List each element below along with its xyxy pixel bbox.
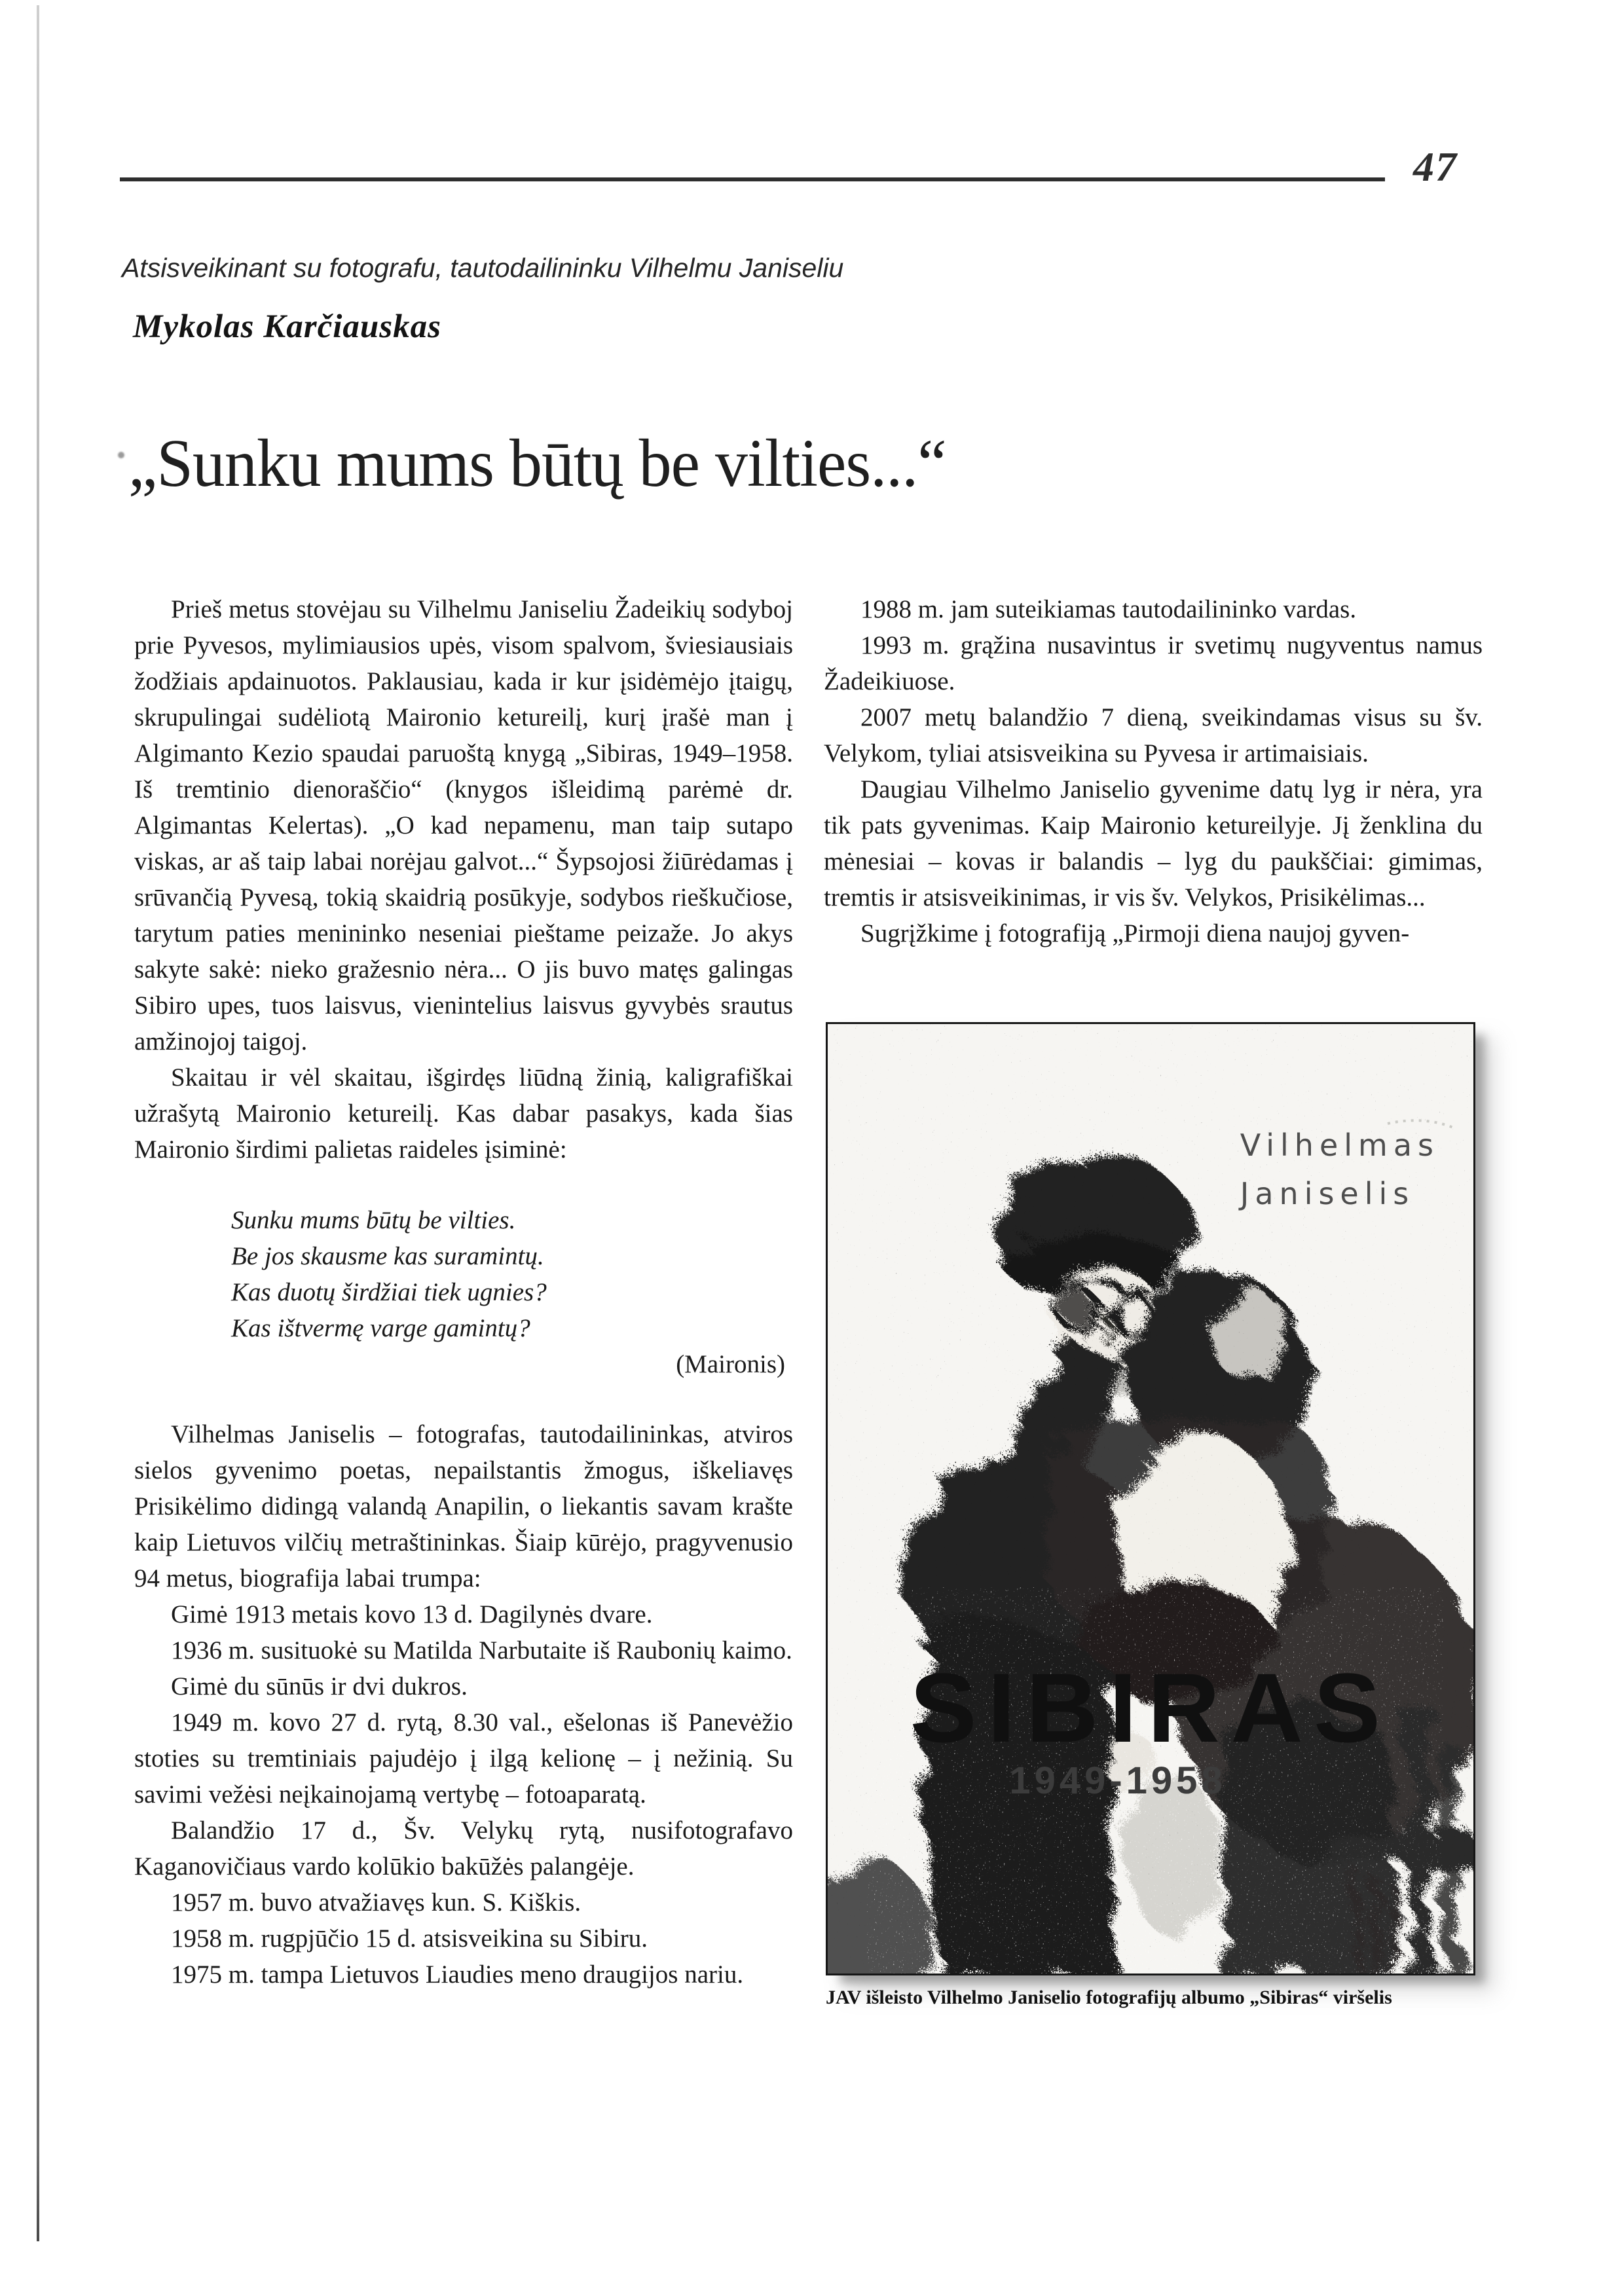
article-title: „Sunku mums būtų be vilties...“ [128,426,946,501]
book-cover-photo [826,1022,1475,1975]
poem-line: Kas ištvermę varge gamintų? [231,1314,530,1342]
photo-caption: JAV išleisto Vilhelmo Janiselio fotografijų albumo „Sibiras“ viršelis [826,1987,1392,2008]
header-rule [120,177,1385,181]
text-column-left [134,591,793,1992]
cover-author-name [1240,1121,1439,1218]
poem-attribution: (Maironis) [676,1350,785,1378]
body-paragraph: Sugrįžkime į fotografiją „Pirmoji diena naujoj gyven- [860,919,1410,947]
cover-years: 1949-1958 [1009,1759,1227,1802]
cover-author-line: Vilhelmas [1240,1128,1439,1163]
text-column-right [824,591,1483,1010]
poem-line: Sunku mums būtų be vilties. [231,1206,516,1234]
biography-entry: 1988 m. jam suteikiamas tautodailininko vardas. [860,595,1357,623]
cover-author-line: Janiselis [1240,1176,1415,1211]
body-paragraph: Daugiau Vilhelmo Janiselio gyvenime datų lyg ir nėra, yra tik pats gyvenimas. Kaip Maironio ketureilyje. Jį ženklina du mėnesiai – kovas ir balandis – lyg du paukščiai: gimimas, tremtis ir atsisveikinimas, ir vis šv. Velykos, Prisikėlimas... [824,775,1483,911]
body-paragraph: Prieš metus stovėjau su Vilhelmu Janiseliu Žadeikių sodyboj prie Pyvesos, mylimiausios upės, visom spalvom, šviesiausiais žodžiais apdainuotos. Paklausiau, kada ir kur įsidėmėjo įtaigų, skrupulingai sudėliotą Maironio ketureilį, kurį įrašė man į Algimanto Kezio spaudai paruoštą knygą „Sibiras, 1949–1958. Iš tremtinio dienoraščio“ (knygos išleidimą parėmė dr. Algimantas Kelertas). „O kad nepamenu, man taip sutapo viskas, ar aš taip labai norėjau galvot...“ Šypsojosi žiūrėdamas į srūvančią Pyvesą, tokią skaidrią posūkyje, sodybos rieškučiose, tarytum paties menininko neseniai pieštame peizaže. Jo akys sakyte sakė: nieko gražesnio nėra... O jis buvo matęs galingas Sibiro upes, tuos laisvus, vienintelius laisvus gyvybės srautus amžinojoj taigoj. [134,595,793,1056]
biography-entry: 1993 m. grąžina nusavintus ir svetimų nugyventus namus Žadeikiuose. [824,631,1483,695]
dedication-line: Atsisveikinant su fotografu, tautodailininku Vilhelmu Janiseliu [122,253,844,283]
cover-title: SIBIRAS [910,1653,1392,1763]
biography-entry: Gimė du sūnūs ir dvi dukros. [171,1672,468,1700]
scan-fold-line [37,5,39,2241]
biography-entry: 2007 metų balandžio 7 dieną, sveikindamas visus su šv. Velykom, tyliai atsisveikina su Pyvesa ir artimaisiais. [824,703,1483,767]
poem-line: Kas duotų širdžiai tiek ugnies? [231,1278,547,1306]
page-number: 47 [1413,143,1458,190]
biography-entry: Balandžio 17 d., Šv. Velykų rytą, nusifotografavo Kaganovičiaus vardo kolūkio bakūžės palangėje. [134,1816,793,1881]
body-paragraph: Vilhelmas Janiselis – fotografas, tautodailininkas, atviros sielos gyvenimo poetas, nepailstantis žmogus, iškeliavęs Prisikėlimo didingą valandą Anapilin, o liekantis savam krašte kaip Lietuvos vilčių metraštininkas. Šiaip kūrėjo, pragyvenusio 94 metus, biografija labai trumpa: [134,1420,793,1592]
biography-entry: 1975 m. tampa Lietuvos Liaudies meno draugijos nariu. [171,1960,744,1989]
body-paragraph: Skaitau ir vėl skaitau, išgirdęs liūdną žinią, kaligrafiškai užrašytą Maironio ketureilį. Kas dabar pasakys, kada šias Maironio širdimi palietas raideles įsiminė: [134,1063,793,1164]
biography-entry: 1958 m. rugpjūčio 15 d. atsisveikina su Sibiru. [171,1924,648,1953]
biography-entry: 1949 m. kovo 27 d. rytą, 8.30 val., ešelonas iš Panevėžio stoties su tremtiniais pajudėjo į ilgą kelionę – į nežinią. Su savimi vežėsi neįkainojamą vertybę – fotoaparatą. [134,1708,793,1808]
biography-entry: 1936 m. susituokė su Matilda Narbutaite iš Raubonių kaimo. [171,1636,792,1664]
biography-entry: 1957 m. buvo atvažiavęs kun. S. Kiškis. [171,1888,581,1917]
scan-artifact-dot [118,452,124,458]
biography-entry: Gimė 1913 metais kovo 13 d. Dagilynės dvare. [171,1600,653,1628]
author-name: Mykolas Karčiauskas [133,308,441,345]
poem-line: Be jos skausme kas suramintų. [231,1242,544,1270]
poem-quote [231,1202,793,1346]
